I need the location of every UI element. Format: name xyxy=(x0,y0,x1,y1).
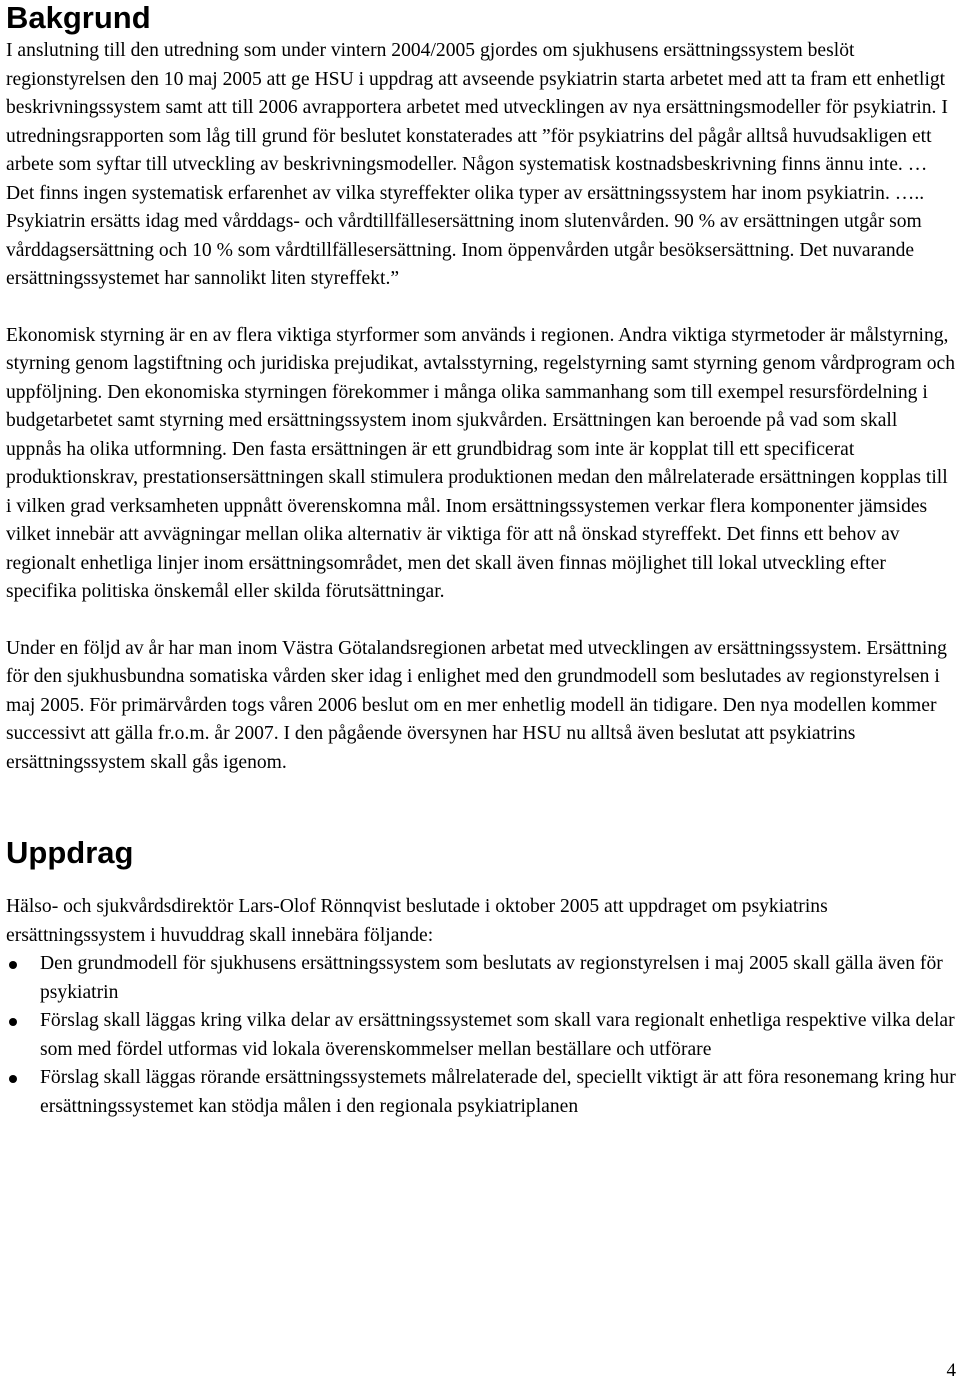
bullet-icon xyxy=(9,1018,17,1026)
list-item xyxy=(6,1007,956,1064)
list-item-text: Förslag skall läggas kring vilka delar av ersättningssystemet som skall vara regionalt enhetliga respektive vilka delar som med fördel utformas vid lokala överenskommelser mellan beställare och utförare xyxy=(40,1010,955,1060)
uppdrag-bullet-list xyxy=(6,950,956,1121)
page-number: 4 xyxy=(946,1360,956,1381)
list-item xyxy=(6,950,956,1007)
section-heading-bakgrund: Bakgrund xyxy=(6,0,151,35)
list-item xyxy=(6,1064,956,1121)
bullet-icon xyxy=(9,961,17,969)
paragraph-uppdrag-intro: Hälso- och sjukvårdsdirektör Lars-Olof Rönnqvist beslutade i oktober 2005 att uppdraget om psykiatrins ersättningssystem i huvuddrag skall innebära följande: xyxy=(6,896,828,946)
section-heading-uppdrag: Uppdrag xyxy=(6,835,134,870)
list-item-text: Förslag skall läggas rörande ersättningssystemets målrelaterade del, speciellt viktigt är att föra resonemang kring hur ersättningssystemet kan stödja målen i den regionala psykiatriplanen xyxy=(40,1067,956,1117)
list-item-text: Den grundmodell för sjukhusens ersättningssystem som beslutats av regionstyrelsen i maj 2005 skall gälla även för psykiatrin xyxy=(40,953,943,1003)
paragraph-spacer xyxy=(6,294,956,322)
paragraph-bakgrund-3: Under en följd av år har man inom Västra Götalandsregionen arbetat med utvecklingen av ersättningssystem. Ersättning för den sjukhusbundna somatiska vården sker idag i enlighet med den grundmodell som beslutades av regionstyrelsen i maj 2005. För primärvården togs våren 2006 beslut om en mer enhetlig modell än tidigare. Den nya modellen kommer successivt att gälla fr.o.m. år 2007. I den pågående översynen har HSU nu alltså även beslutat att psykiatrins ersättningssystem skall gås igenom. xyxy=(6,637,947,773)
paragraph-bakgrund-2: Ekonomisk styrning är en av flera viktiga styrformer som används i regionen. Andra viktiga styrmetoder är målstyrning, styrning genom lagstiftning och juridiska prejudikat, avtalsstyrning, regelstyrning samt styrning genom vårdprogram och uppföljning. Den ekonomiska styrningen förekommer i många olika sammanhang som till exempel resursfördelning i budgetarbetet samt styrning med ersättningssystem inom sjukvården. Ersättningen kan beroende på vad som skall uppnås ha olika utformning. Den fasta ersättningen är ett grundbidrag som inte är kopplat till ett specificerat produktionskrav, prestationsersättningen skall stimulera produktionen medan den målrelaterade ersättningen kopplas till i vilken grad verksamheten uppnått överenskomna mål. Inom ersättningssystemen verkar flera komponenter jämsides vilket innebär att avvägningar mellan olika alternativ är viktiga för att nå önskad styreffekt. Det finns ett behov av regionalt enhetliga linjer inom ersättningsområdet, men det skall även finnas möjlighet till lokal utveckling efter specifika politiska önskemål eller skilda förutsättningar. xyxy=(6,324,956,602)
document-page xyxy=(6,0,956,1121)
paragraph-spacer xyxy=(6,607,956,635)
bullet-icon xyxy=(9,1075,17,1083)
paragraph-bakgrund-1: I anslutning till den utredning som under vintern 2004/2005 gjordes om sjukhusens ersättningssystem beslöt regionstyrelsen den 10 maj 2005 att ge HSU i uppdrag att avseende psykiatrin starta arbetet med att ta fram ett enhetligt beskrivningssystem samt att till 2006 avrapportera arbetet med utvecklingen av nya ersättningsmodeller för psykiatrin. I utredningsrapporten som låg till grund för beslutet konstaterades att ”för psykiatrins del pågår alltså huvudsakligen ett arbete som syftar till utveckling av beskrivningsmodeller. Någon systematisk kostnadsbeskrivning finns ännu inte. … Det finns ingen systematisk erfarenhet av vilka styreffekter olika typer av ersättningssystem har inom psykiatrin. ….. Psykiatrin ersätts idag med vårddags- och vårdtillfällesersättning inom slutenvården. 90 % av ersättningen utgår som vårddagsersättning och 10 % som vårdtillfällesersättning. Inom öppenvården utgår besöksersättning. Det nuvarande ersättningssystemet har sannolikt liten styreffekt.” xyxy=(6,40,948,289)
